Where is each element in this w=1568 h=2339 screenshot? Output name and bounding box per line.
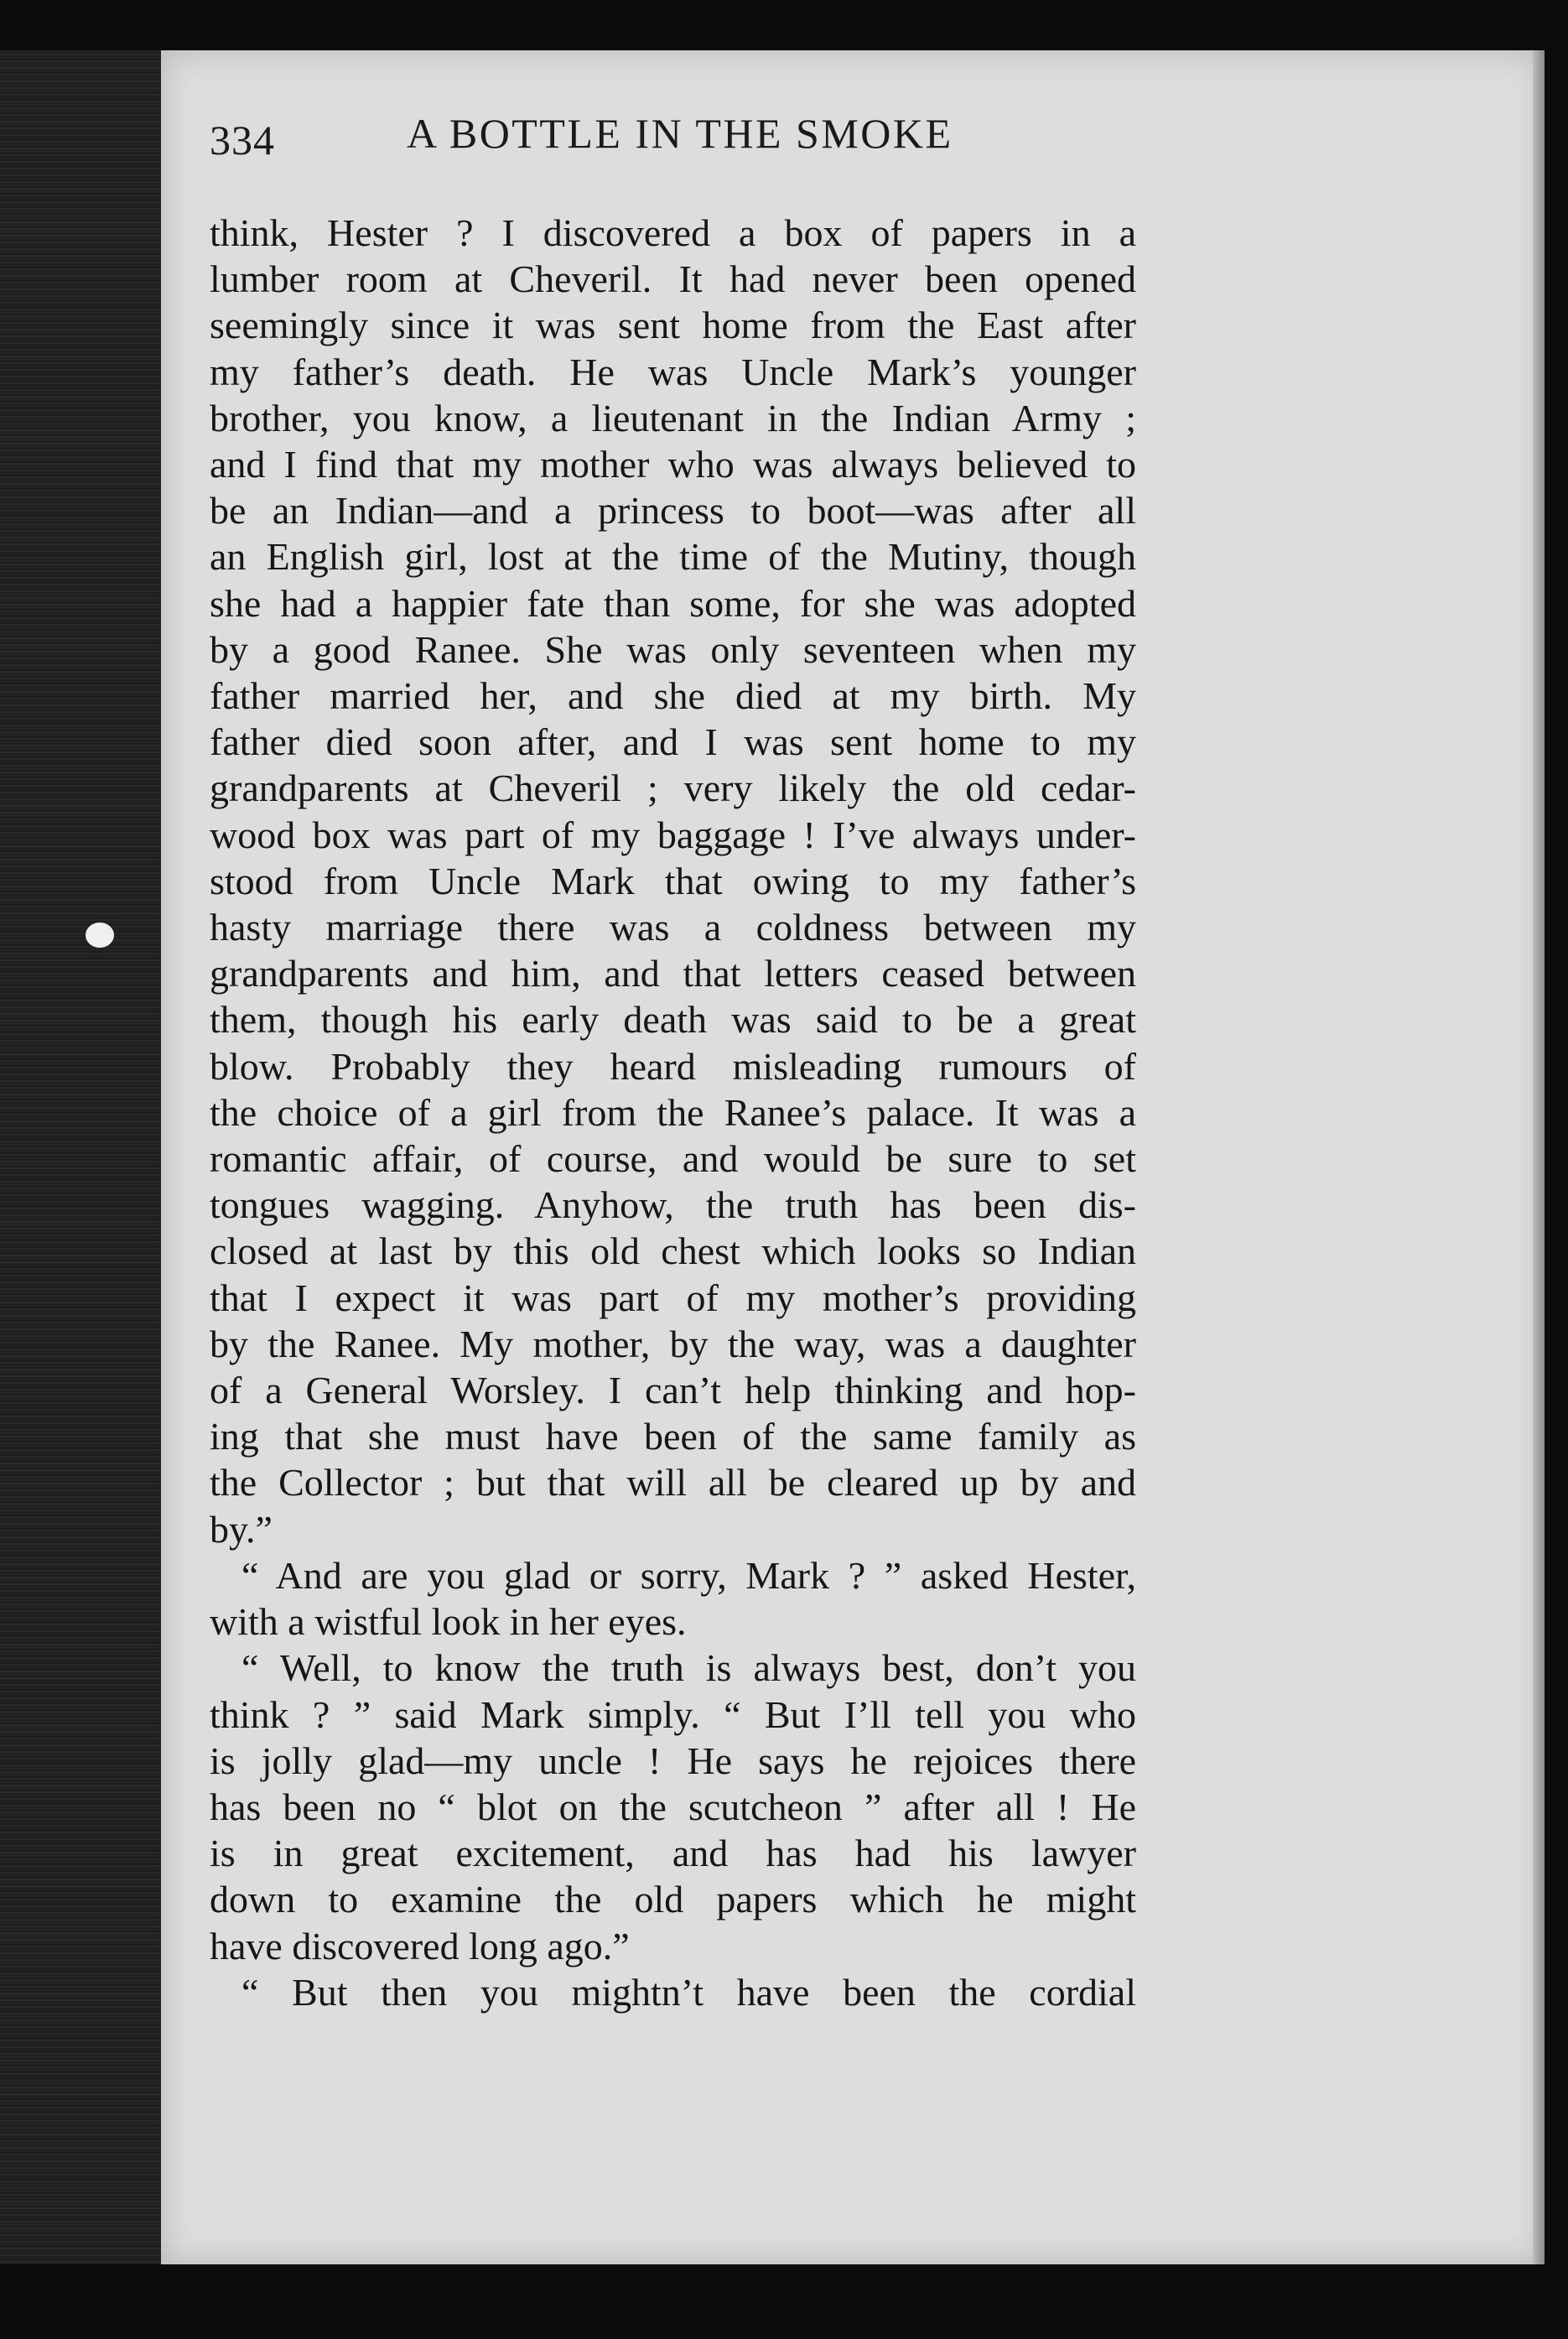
text-line: wood box was part of my baggage ! I’ve always under- <box>210 813 1136 856</box>
running-head <box>210 109 1132 176</box>
text-line: hasty marriage there was a coldness between my <box>210 906 1136 949</box>
text-line: seemingly since it was sent home from the East after <box>210 304 1136 347</box>
text-line: down to examine the old papers which he might <box>210 1878 1136 1921</box>
text-line: blow. Probably they heard misleading rumours of <box>210 1044 1136 1088</box>
text-line: of a General Worsley. I can’t help thinking and hop- <box>210 1369 1136 1412</box>
text-line: with a wistful look in her eyes. <box>210 1600 687 1644</box>
text-line: the Collector ; but that will all be cleared up by and <box>210 1461 1136 1505</box>
book-binding <box>0 50 168 2264</box>
text-line: “ And are you glad or sorry, Mark ? ” asked Hester, <box>241 1553 1136 1597</box>
text-line: tongues wagging. Anyhow, the truth has been dis- <box>210 1183 1136 1227</box>
text-line: think, Hester ? I discovered a box of papers in a <box>210 211 1136 254</box>
text-line: “ Well, to know the truth is always best, don’t you <box>241 1646 1136 1690</box>
text-line: an English girl, lost at the time of the Mutiny, though <box>210 535 1136 579</box>
text-line: brother, you know, a lieutenant in the Indian Army ; <box>210 396 1136 439</box>
text-line: by the Ranee. My mother, by the way, was a daughter <box>210 1322 1136 1365</box>
text-line: is jolly glad—my uncle ! He says he rejoices there <box>210 1739 1136 1782</box>
body-text <box>210 210 1136 2015</box>
text-line: ing that she must have been of the same family as <box>210 1415 1136 1458</box>
text-line: them, though his early death was said to be a great <box>210 998 1136 1042</box>
running-title: A BOTTLE IN THE SMOKE <box>407 110 953 157</box>
text-line: “ But then you mightn’t have been the cordial <box>241 1970 1136 2014</box>
text-line: romantic affair, of course, and would be sure to set <box>210 1137 1136 1181</box>
text-line: and I find that my mother who was always believed to <box>210 443 1136 486</box>
text-line: have discovered long ago.” <box>210 1924 630 1967</box>
text-line: stood from Uncle Mark that owing to my father’s <box>210 859 1136 902</box>
paper-speck <box>86 923 114 948</box>
text-line: my father’s death. He was Uncle Mark’s younger <box>210 350 1136 393</box>
text-line: has been no “ blot on the scutcheon ” after all ! He <box>210 1785 1136 1828</box>
text-line: is in great excitement, and has had his lawyer <box>210 1832 1136 1875</box>
text-line: father married her, and she died at my birth. My <box>210 674 1136 718</box>
text-line: be an Indian—and a princess to boot—was after all <box>210 489 1136 533</box>
text-line: grandparents and him, and that letters ceased between <box>210 952 1136 995</box>
text-line: that I expect it was part of my mother’s providing <box>210 1276 1136 1319</box>
page-edge <box>1533 50 1545 2264</box>
text-line: father died soon after, and I was sent home to my <box>210 720 1136 764</box>
text-line: closed at last by this old chest which looks so Indian <box>210 1229 1136 1273</box>
text-line: grandparents at Cheveril ; very likely the old cedar- <box>210 767 1136 810</box>
page-number: 334 <box>210 117 275 164</box>
text-line: lumber room at Cheveril. It had never been opened <box>210 257 1136 301</box>
text-line: she had a happier fate than some, for she was adopted <box>210 581 1136 625</box>
text-line: by a good Ranee. She was only seventeen when my <box>210 627 1136 671</box>
text-line: think ? ” said Mark simply. “ But I’ll tell you who <box>210 1692 1136 1736</box>
text-line: the choice of a girl from the Ranee’s palace. It was a <box>210 1090 1136 1134</box>
text-line: by.” <box>210 1507 273 1551</box>
